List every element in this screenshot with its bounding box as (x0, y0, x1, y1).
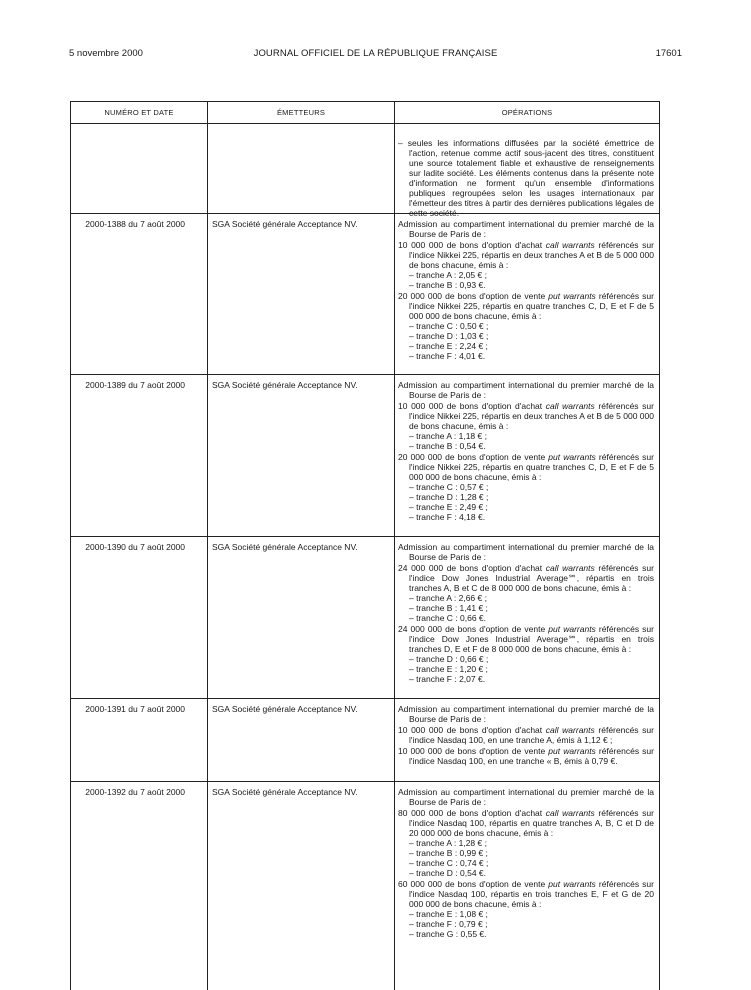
tranche-price: – tranche B : 0,99 € ; (409, 848, 488, 858)
entry-number-date: 2000-1388 du 7 août 2000 (85, 219, 185, 229)
tranche-price: – tranche C : 0,50 € ; (409, 321, 489, 331)
tranche-price: – tranche E : 2,49 € ; (409, 502, 488, 512)
warrant-type: call warrants (545, 401, 595, 411)
entry-operations (398, 787, 654, 939)
warrant-description: 10 000 000 de bons d'option de vente put warrants référencés sur l'indice Nasdaq 100, en une tranche « B, émis à 0,79 €. (398, 746, 654, 766)
warrant-description: 60 000 000 de bons d'option de vente put warrants référencés sur l'indice Nasdaq 100, répartis en trois tranches E, F et G de 20 000 000 de bons chacune, émis à : (398, 879, 654, 909)
column-header-issuers: ÉMETTEURS (276, 108, 326, 117)
header-date: 5 novembre 2000 (69, 48, 143, 59)
entry-number-date: 2000-1389 du 7 août 2000 (85, 380, 185, 390)
tranche-price: – tranche E : 2,24 € ; (409, 341, 488, 351)
operations-table (70, 101, 660, 990)
row-separator (71, 536, 659, 537)
tranche-price: – tranche F : 0,79 € ; (409, 919, 488, 929)
page-number: 17601 (655, 48, 682, 59)
column-header-operations: OPÉRATIONS (501, 108, 553, 117)
tranche-price: – tranche C : 0,57 € ; (409, 482, 489, 492)
warrant-description: 24 000 000 de bons d'option d'achat call warrants référencés sur l'indice Dow Jones Industrial Average℠, répartis en trois tranches A, B et C de 8 000 000 de bons chacune, émis à : (398, 563, 654, 593)
operation-intro: Admission au compartiment international du premier marché de la Bourse de Paris de : (398, 787, 654, 807)
warrant-type: put warrants (548, 452, 596, 462)
tranche-price: – tranche A : 1,18 € ; (409, 431, 487, 441)
operation-intro: Admission au compartiment international du premier marché de la Bourse de Paris de : (398, 704, 654, 724)
row-separator (71, 781, 659, 782)
row-separator (71, 374, 659, 375)
tranche-price: – tranche C : 0,74 € ; (409, 858, 489, 868)
warrant-description: 24 000 000 de bons d'option de vente put warrants référencés sur l'indice Dow Jones Industrial Average℠, répartis en trois tranches D, E et F de 8 000 000 de bons chacune, émis à : (398, 624, 654, 654)
table-header (71, 102, 659, 124)
entry-operations (398, 380, 654, 522)
page-header (69, 47, 682, 61)
entry-operations (398, 219, 654, 361)
tranche-price: – tranche E : 1,20 € ; (409, 664, 488, 674)
entry-operations (398, 704, 654, 766)
warrant-description: 10 000 000 de bons d'option d'achat call warrants référencés sur l'indice Nasdaq 100, en une tranche A, émis à 1,12 € ; (398, 725, 654, 745)
warrant-description: 10 000 000 de bons d'option d'achat call warrants référencés sur l'indice Nikkei 225, répartis en deux tranches A et B de 5 000 000 de bons chacune, émis à : (398, 401, 654, 431)
tranche-price: – tranche B : 1,41 € ; (409, 603, 488, 613)
entry-issuer: SGA Société générale Acceptance NV. (212, 542, 358, 552)
warrant-type: put warrants (548, 624, 596, 634)
row-separator (71, 213, 659, 214)
entry-number-date: 2000-1391 du 7 août 2000 (85, 704, 185, 714)
continuation-paragraph: – seules les informations diffusées par la société émettrice de l'action, retenue comme actif sous-jacent des titres, constituent une source totalement fiable et exhaustive de renseignements sur ladite société. Les éléments contenus dans la présente note d'information ne forment qu'un ensemble d'informations publiques regroupées selon les usages internationaux par l'émetteur des titres à partir des dernières publications légales de cette société. (398, 138, 654, 218)
tranche-price: – tranche D : 0,66 € ; (409, 654, 489, 664)
entry-number-date: 2000-1390 du 7 août 2000 (85, 542, 185, 552)
operation-intro: Admission au compartiment international du premier marché de la Bourse de Paris de : (398, 542, 654, 562)
tranche-price: – tranche A : 2,66 € ; (409, 593, 487, 603)
tranche-price: – tranche F : 4,01 €. (409, 351, 486, 361)
entry-issuer: SGA Société générale Acceptance NV. (212, 704, 358, 714)
tranche-price: – tranche F : 2,07 €. (409, 674, 486, 684)
warrant-description: 20 000 000 de bons d'option de vente put warrants référencés sur l'indice Nikkei 225, répartis en quatre tranches C, D, E et F de 5 000 000 de bons chacune, émis à : (398, 291, 654, 321)
tranche-price: – tranche A : 2,05 € ; (409, 270, 487, 280)
tranche-price: – tranche D : 0,54 €. (409, 868, 487, 878)
tranche-price: – tranche D : 1,28 € ; (409, 492, 489, 502)
tranche-price: – tranche A : 1,28 € ; (409, 838, 487, 848)
tranche-price: – tranche B : 0,93 €. (409, 280, 486, 290)
warrant-type: put warrants (548, 879, 596, 889)
warrant-type: call warrants (545, 725, 595, 735)
tranche-price: – tranche F : 4,18 €. (409, 512, 486, 522)
operation-intro: Admission au compartiment international du premier marché de la Bourse de Paris de : (398, 219, 654, 239)
tranche-price: – tranche C : 0,66 €. (409, 613, 487, 623)
tranche-price: – tranche G : 0,55 €. (409, 929, 487, 939)
warrant-description: 80 000 000 de bons d'option d'achat call warrants référencés sur l'indice Nasdaq 100, répartis en quatre tranches A, B, C et D de 20 000 000 de bons chacune, émis à : (398, 808, 654, 838)
warrant-type: put warrants (548, 746, 596, 756)
warrant-type: call warrants (545, 808, 595, 818)
warrant-type: put warrants (548, 291, 596, 301)
entry-issuer: SGA Société générale Acceptance NV. (212, 219, 358, 229)
warrant-description: 20 000 000 de bons d'option de vente put warrants référencés sur l'indice Nikkei 225, répartis en quatre tranches C, D, E et F de 5 000 000 de bons chacune, émis à : (398, 452, 654, 482)
entry-issuer: SGA Société générale Acceptance NV. (212, 380, 358, 390)
entry-number-date: 2000-1392 du 7 août 2000 (85, 787, 185, 797)
operation-intro: Admission au compartiment international du premier marché de la Bourse de Paris de : (398, 380, 654, 400)
continuation-text (398, 138, 654, 218)
warrant-type: call warrants (545, 563, 595, 573)
tranche-price: – tranche B : 0,54 €. (409, 441, 486, 451)
warrant-description: 10 000 000 de bons d'option d'achat call warrants référencés sur l'indice Nikkei 225, répartis en deux tranches A et B de 5 000 000 de bons chacune, émis à : (398, 240, 654, 270)
column-divider (394, 102, 395, 990)
entry-operations (398, 542, 654, 684)
tranche-price: – tranche E : 1,08 € ; (409, 909, 488, 919)
tranche-price: – tranche D : 1,03 € ; (409, 331, 489, 341)
warrant-type: call warrants (545, 240, 595, 250)
row-separator (71, 698, 659, 699)
entry-issuer: SGA Société générale Acceptance NV. (212, 787, 358, 797)
column-header-number-date: NUMÉRO ET DATE (104, 108, 174, 117)
column-divider (207, 102, 208, 990)
journal-title: JOURNAL OFFICIEL DE LA RÉPUBLIQUE FRANÇAISE (253, 48, 498, 59)
